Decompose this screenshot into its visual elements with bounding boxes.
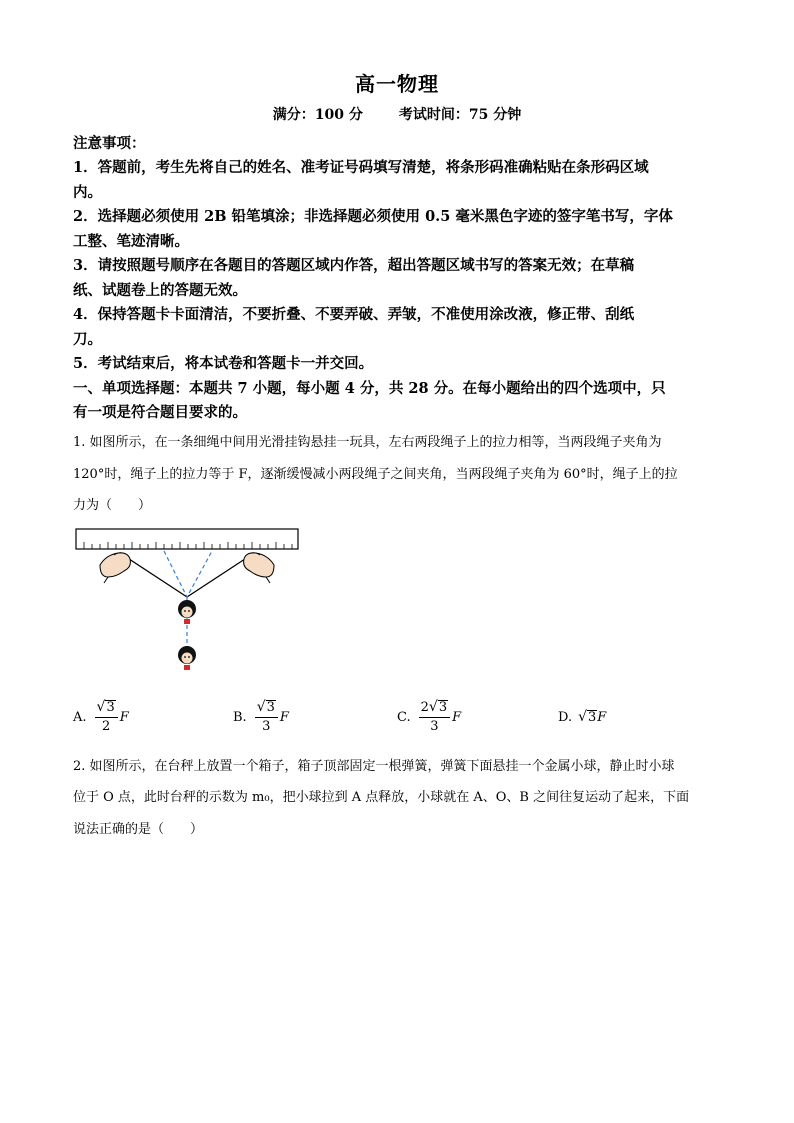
note-line: 工整、笔迹清晰。 xyxy=(73,233,189,250)
question-2-line: 2. 如图所示，在台秤上放置一个箱子，箱子顶部固定一根弹簧，弹簧下面悬挂一个金属小球，静止时小球 xyxy=(73,759,675,774)
question-2-line: 说法正确的是（ ） xyxy=(73,822,204,837)
option-a[interactable]: A. √ 3 2 F xyxy=(73,698,129,734)
note-line: 内。 xyxy=(73,184,102,201)
question-2-line: 位于 O 点，此时台秤的示数为 m₀，把小球拉到 A 点释放，小球就在 A、O、B 之间往复运动了起来，下面 xyxy=(73,790,690,805)
note-line: 纸、试题卷上的答题无效。 xyxy=(73,282,247,299)
notes-heading: 注意事项： xyxy=(73,135,146,152)
exam-subtitle xyxy=(0,104,794,124)
string-solid xyxy=(126,557,248,597)
section-heading: 一、单项选择题：本题共 7 小题，每小题 4 分，共 28 分。在每小题给出的四个选项中，只 xyxy=(73,380,666,397)
option-b[interactable]: B. √ 3 3 F xyxy=(233,698,289,734)
string-dashed xyxy=(164,551,212,597)
question-1-line: 120°时，绳子上的拉力等于 F，逐渐缓慢减小两段绳子之间夹角，当两段绳子夹角为 60°时，绳子上的拉 xyxy=(73,467,678,482)
note-line: 2．选择题必须使用 2B 铅笔填涂；非选择题必须使用 0.5 毫米黑色字迹的签字笔书写，字体 xyxy=(73,208,673,225)
toy-lower-icon xyxy=(178,646,196,670)
note-line: 刀。 xyxy=(73,331,102,348)
section-heading-cont: 有一项是符合题目要求的。 xyxy=(73,404,247,421)
question-1-line: 力为（ ） xyxy=(73,498,152,513)
toy-upper-icon xyxy=(178,600,196,624)
question-1-line: 1. 如图所示，在一条细绳中间用光滑挂钩悬挂一玩具，左右两段绳子上的拉力相等，当两段绳子夹角为 xyxy=(73,435,662,450)
option-c[interactable]: C. 2 √ 3 3 F xyxy=(397,698,462,734)
full-score: 满分：100 分 xyxy=(272,107,363,123)
option-d[interactable]: D. √ 3 F xyxy=(558,709,607,725)
note-line: 5．考试结束后，将本试卷和答题卡一并交回。 xyxy=(73,355,374,372)
right-hand-icon xyxy=(244,553,274,583)
note-line: 4．保持答题卡卡面清洁，不要折叠、不要弄破、弄皱，不准使用涂改液，修正带、刮纸 xyxy=(73,306,635,323)
left-hand-icon xyxy=(100,553,130,583)
note-line: 1．答题前，考生先将自己的姓名、准考证号码填写清楚，将条形码准确粘贴在条形码区域 xyxy=(73,159,649,176)
question-1-figure xyxy=(70,525,305,675)
note-line: 3．请按照题号顺序在各题目的答题区域内作答，超出答题区域书写的答案无效；在草稿 xyxy=(73,257,635,274)
exam-time: 考试时间：75 分钟 xyxy=(398,107,522,123)
ruler xyxy=(76,529,298,549)
exam-title: 高一物理 xyxy=(355,72,439,96)
